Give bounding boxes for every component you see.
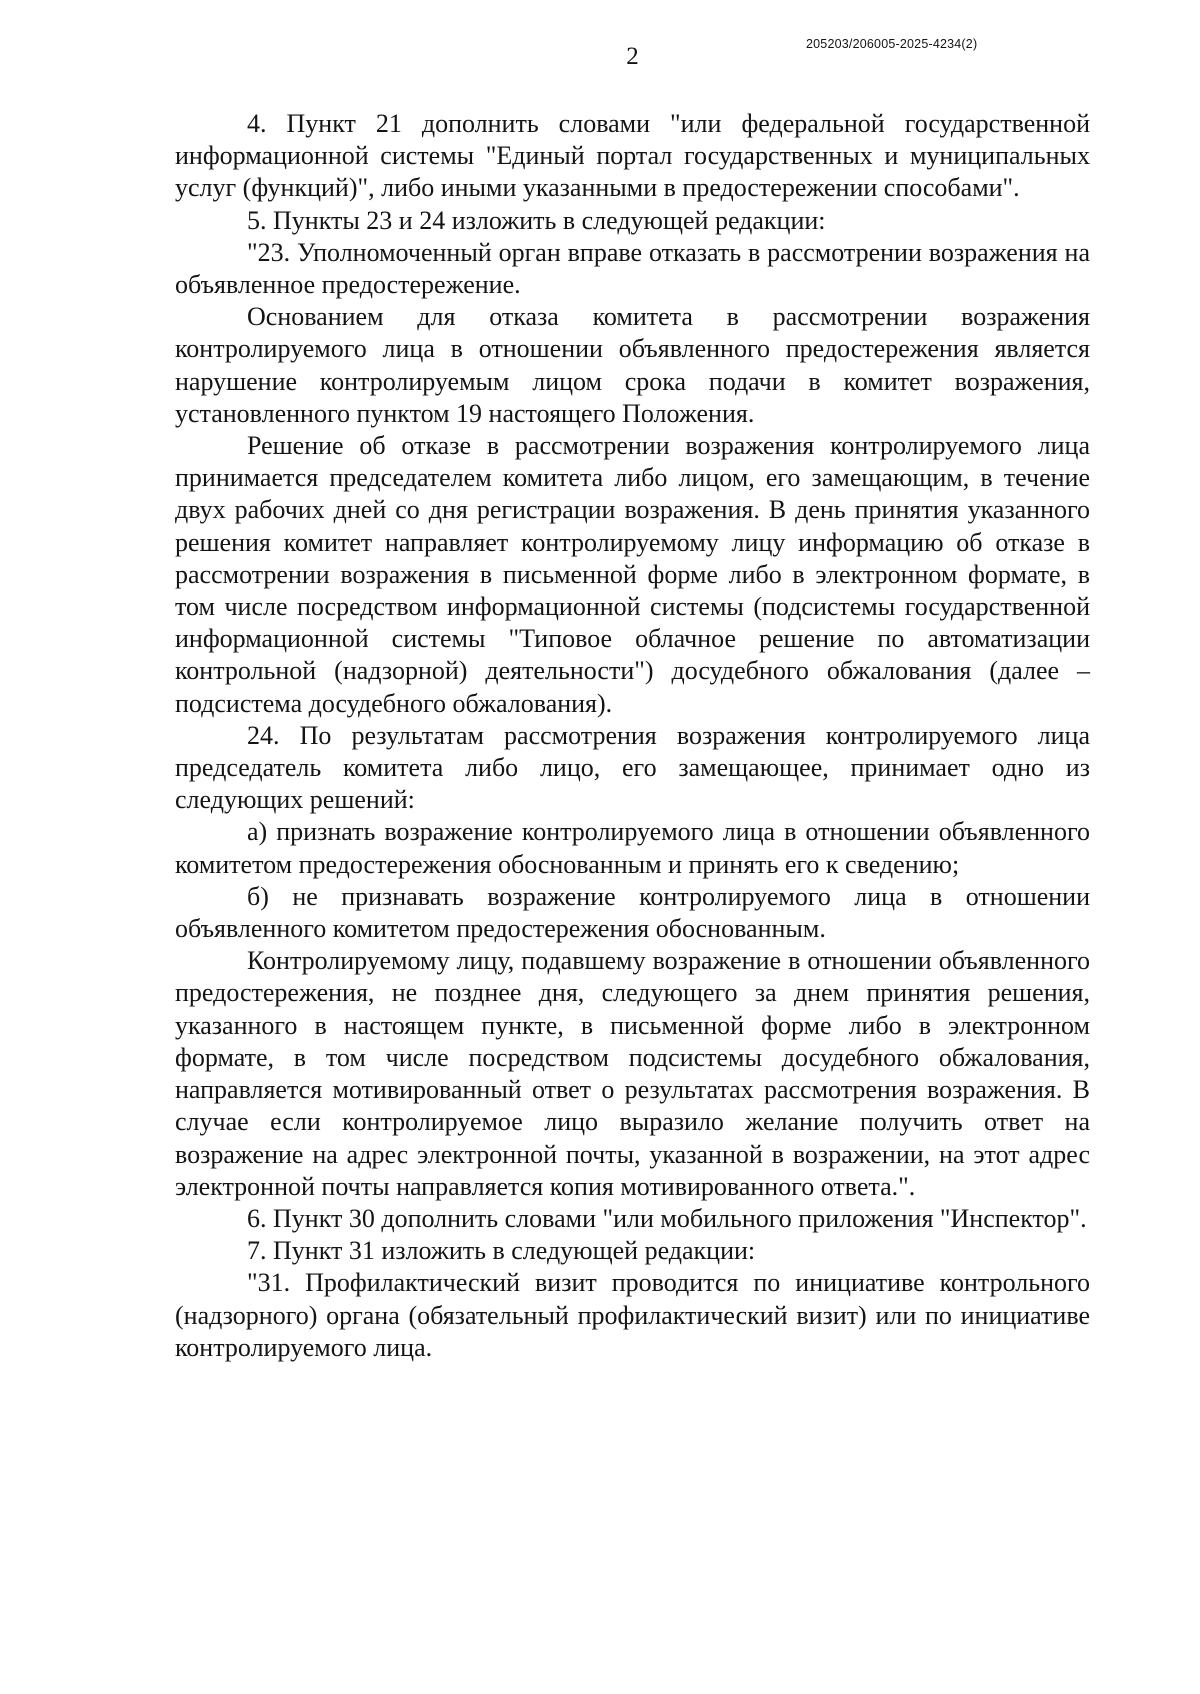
paragraph-item-4: 4. Пункт 21 дополнить словами "или федеральной государственной информационной системы "Единый портал государственных и муниципальных услуг (функций)", либо иными указанными в предостережении способами".: [175, 109, 1090, 203]
paragraph-refusal-decision: Решение об отказе в рассмотрении возражения контролируемого лица принимается председателем комитета либо лицом, его замещающим, в течение двух рабочих дней со дня регистрации возражения. В день принятия указанного решения комитет направляет контролируемому лицу информацию об отказе в рассмотрении возражения в письменной форме либо в электронном формате, в том числе посредством информационной системы (подсистемы государственной информационной системы "Типовое облачное решение по автоматизации контрольной (надзорной) деятельности") досудебного обжалования (далее – подсистема досудебного обжалования).: [175, 431, 1090, 718]
paragraph-item-5: 5. Пункты 23 и 24 изложить в следующей редакции:: [247, 205, 826, 235]
paragraph-option-b: б) не признавать возражение контролируемого лица в отношении объявленного комитетом предостережения обоснованным.: [175, 881, 1090, 944]
page-number: 2: [626, 43, 639, 70]
paragraph-option-a: а) признать возражение контролируемого лица в отношении объявленного комитетом предостережения обоснованным и принять его к сведению;: [175, 817, 1090, 879]
paragraph-item-6: 6. Пункт 30 дополнить словами "или мобильного приложения "Инспектор".: [247, 1203, 1087, 1233]
paragraph-response: Контролируемому лицу, подавшему возражение в отношении объявленного предостережения, не позднее дня, следующего за днем принятия решения, указанного в настоящем пункте, в письменной форме либо в электронном формате, в том числе посредством подсистемы досудебного обжалования, направляется мотивированный ответ о результатах рассмотрения возражения. В случае если контролируемое лицо выразило желание получить ответ на возражение на адрес электронной почты, указанной в возражении, на этот адрес электронной почты направляется копия мотивированного ответа.".: [175, 946, 1090, 1201]
paragraph-clause-24: 24. По результатам рассмотрения возражения контролируемого лица председатель комитета либо лицо, его замещающее, принимает одно из следующих решений:: [175, 720, 1090, 815]
paragraph-clause-31: "31. Профилактический визит проводится по инициативе контрольного (надзорного) органа (обязательный профилактический визит) или по инициативе контролируемого лица.: [175, 1268, 1090, 1362]
document-body: [175, 108, 1090, 1364]
paragraph-item-7: 7. Пункт 31 изложить в следующей редакции:: [247, 1236, 756, 1266]
paragraph-refusal-grounds: Основанием для отказа комитета в рассмотрении возражения контролируемого лица в отношении объявленного предостережения является нарушение контролируемым лицом срока подачи в комитет возражения, установленного пунктом 19 настоящего Положения.: [175, 302, 1090, 428]
paragraph-clause-23: "23. Уполномоченный орган вправе отказать в рассмотрении возражения на объявленное предостережение.: [175, 237, 1090, 300]
document-id: 205203/206005-2025-4234(2): [806, 37, 978, 51]
